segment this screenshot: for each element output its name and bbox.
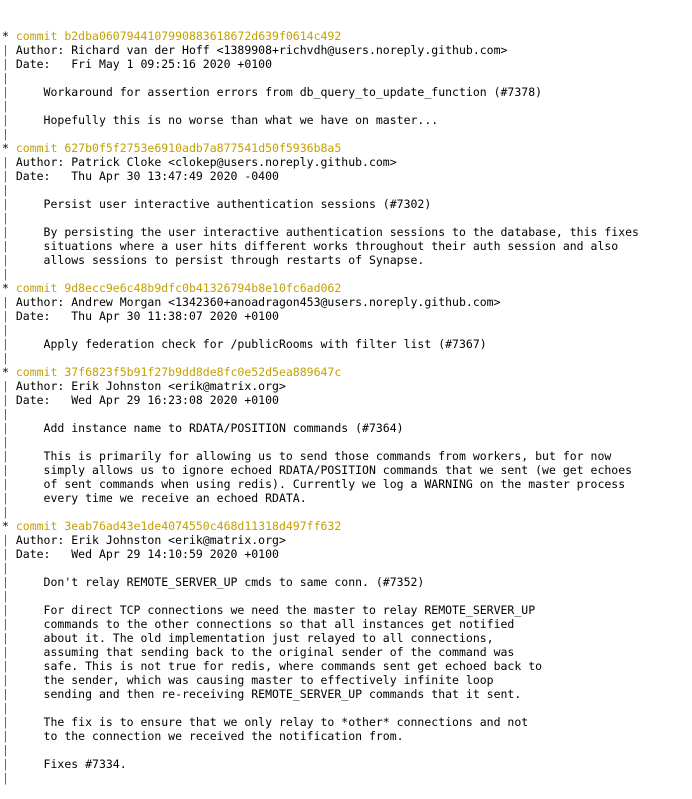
graph-pipe: | xyxy=(2,71,9,85)
graph-pipe: | xyxy=(2,337,9,351)
date-value: Fri May 1 09:25:16 2020 +0100 xyxy=(71,57,273,71)
date-label: Date: xyxy=(8,547,72,561)
graph-pipe: | xyxy=(2,589,9,603)
graph-pipe: | xyxy=(2,575,9,589)
graph-spacer-line xyxy=(2,589,692,603)
commit-hash-line xyxy=(2,365,692,379)
message-text: Persist user interactive authentication sessions (#7302) xyxy=(8,197,432,211)
graph-spacer-line xyxy=(2,351,692,365)
message-line xyxy=(2,449,692,463)
git-log-output xyxy=(2,29,692,785)
commit-label: commit xyxy=(8,365,65,379)
message-line xyxy=(2,645,692,659)
graph-pipe: | xyxy=(2,617,9,631)
date-value: Thu Apr 30 13:47:49 2020 -0400 xyxy=(71,169,279,183)
graph-pipe: | xyxy=(2,645,9,659)
author-value: Richard van der Hoff <1389908+richvdh@users.noreply.github.com> xyxy=(71,43,508,57)
graph-pipe: | xyxy=(2,127,9,141)
message-text: every time we receive an echoed RDATA. xyxy=(8,491,307,505)
graph-pipe: | xyxy=(2,225,9,239)
graph-pipe: | xyxy=(2,113,9,127)
commit-hash: 37f6823f5b91f27b9dd8de8fc0e52d5ea889647c xyxy=(64,365,342,379)
graph-spacer-line xyxy=(2,743,692,757)
commit-hash: b2dba0607944107990883618672d639f0614c492 xyxy=(64,29,342,43)
date-line xyxy=(2,547,692,561)
date-label: Date: xyxy=(8,393,72,407)
message-line xyxy=(2,421,692,435)
author-line xyxy=(2,155,692,169)
message-text: allows sessions to persist through restarts of Synapse. xyxy=(8,253,425,267)
graph-pipe: | xyxy=(2,239,9,253)
date-line xyxy=(2,57,692,71)
message-text: simply allows us to ignore echoed RDATA/POSITION commands that we sent (we get echoes xyxy=(8,463,633,477)
graph-spacer-line xyxy=(2,267,692,281)
graph-pipe: | xyxy=(2,267,9,281)
graph-pipe: | xyxy=(2,631,9,645)
graph-spacer-line xyxy=(2,211,692,225)
graph-pipe: | xyxy=(2,421,9,435)
message-line xyxy=(2,239,692,253)
graph-pipe: | xyxy=(2,477,9,491)
date-value: Thu Apr 30 11:38:07 2020 +0100 xyxy=(71,309,279,323)
date-label: Date: xyxy=(8,309,72,323)
author-line xyxy=(2,43,692,57)
date-label: Date: xyxy=(8,169,72,183)
graph-node: * xyxy=(2,29,9,43)
message-line xyxy=(2,225,692,239)
message-line xyxy=(2,491,692,505)
message-text: Add instance name to RDATA/POSITION commands (#7364) xyxy=(8,421,404,435)
graph-spacer-line xyxy=(2,771,692,785)
message-text: For direct TCP connections we need the master to relay REMOTE_SERVER_UP xyxy=(8,603,536,617)
message-line xyxy=(2,197,692,211)
author-label: Author: xyxy=(8,533,72,547)
graph-pipe: | xyxy=(2,211,9,225)
message-text: The fix is to ensure that we only relay to *other* connections and not xyxy=(8,715,529,729)
message-line xyxy=(2,673,692,687)
author-value: Erik Johnston <erik@matrix.org> xyxy=(71,533,286,547)
commit-label: commit xyxy=(8,281,65,295)
date-value: Wed Apr 29 14:10:59 2020 +0100 xyxy=(71,547,279,561)
message-text: Workaround for assertion errors from db_query_to_update_function (#7378) xyxy=(8,85,543,99)
date-label: Date: xyxy=(8,57,72,71)
graph-pipe: | xyxy=(2,85,9,99)
message-text: commands to the other connections so that all instances get notified xyxy=(8,617,515,631)
graph-spacer-line xyxy=(2,71,692,85)
graph-pipe: | xyxy=(2,309,9,323)
graph-pipe: | xyxy=(2,379,9,393)
graph-node: * xyxy=(2,519,9,533)
graph-pipe: | xyxy=(2,547,9,561)
graph-node: * xyxy=(2,141,9,155)
graph-pipe: | xyxy=(2,323,9,337)
message-line xyxy=(2,603,692,617)
message-line xyxy=(2,337,692,351)
date-line xyxy=(2,393,692,407)
graph-pipe: | xyxy=(2,715,9,729)
author-value: Erik Johnston <erik@matrix.org> xyxy=(71,379,286,393)
graph-pipe: | xyxy=(2,659,9,673)
message-line xyxy=(2,687,692,701)
message-line xyxy=(2,575,692,589)
graph-pipe: | xyxy=(2,43,9,57)
graph-pipe: | xyxy=(2,757,9,771)
message-line xyxy=(2,477,692,491)
author-value: Patrick Cloke <clokep@users.noreply.github.com> xyxy=(71,155,397,169)
author-line xyxy=(2,533,692,547)
message-text: the sender, which was causing master to effectively infinite loop xyxy=(8,673,494,687)
graph-pipe: | xyxy=(2,603,9,617)
message-text: to the connection we received the notification from. xyxy=(8,729,404,743)
graph-pipe: | xyxy=(2,743,9,757)
author-label: Author: xyxy=(8,43,72,57)
graph-pipe: | xyxy=(2,155,9,169)
graph-pipe: | xyxy=(2,99,9,113)
message-line xyxy=(2,253,692,267)
graph-pipe: | xyxy=(2,449,9,463)
graph-pipe: | xyxy=(2,533,9,547)
message-text: of sent commands when using redis). Currently we log a WARNING on the master process xyxy=(8,477,626,491)
graph-spacer-line xyxy=(2,127,692,141)
graph-spacer-line xyxy=(2,99,692,113)
commit-hash: 3eab76ad43e1de4074550c468d11318d497ff632 xyxy=(64,519,342,533)
commit-hash-line xyxy=(2,519,692,533)
graph-pipe: | xyxy=(2,57,9,71)
message-line xyxy=(2,617,692,631)
graph-pipe: | xyxy=(2,561,9,575)
graph-node: * xyxy=(2,365,9,379)
graph-pipe: | xyxy=(2,435,9,449)
graph-pipe: | xyxy=(2,491,9,505)
message-text: Hopefully this is no worse than what we have on master... xyxy=(8,113,439,127)
graph-node: * xyxy=(2,281,9,295)
message-line xyxy=(2,729,692,743)
graph-pipe: | xyxy=(2,183,9,197)
message-line xyxy=(2,757,692,771)
graph-pipe: | xyxy=(2,407,9,421)
date-value: Wed Apr 29 16:23:08 2020 +0100 xyxy=(71,393,279,407)
author-label: Author: xyxy=(8,295,72,309)
commit-label: commit xyxy=(8,519,65,533)
graph-pipe: | xyxy=(2,687,9,701)
message-line xyxy=(2,113,692,127)
message-text: By persisting the user interactive authentication sessions to the database, this fixes xyxy=(8,225,639,239)
graph-pipe: | xyxy=(2,351,9,365)
message-text: Fixes #7334. xyxy=(8,757,127,771)
message-text: Apply federation check for /publicRooms with filter list (#7367) xyxy=(8,337,487,351)
graph-pipe: | xyxy=(2,673,9,687)
message-line xyxy=(2,85,692,99)
graph-spacer-line xyxy=(2,323,692,337)
graph-pipe: | xyxy=(2,701,9,715)
message-line xyxy=(2,715,692,729)
author-value: Andrew Morgan <1342360+anoadragon453@users.noreply.github.com> xyxy=(71,295,501,309)
author-line xyxy=(2,295,692,309)
graph-spacer-line xyxy=(2,435,692,449)
commit-label: commit xyxy=(8,141,65,155)
graph-pipe: | xyxy=(2,393,9,407)
graph-pipe: | xyxy=(2,463,9,477)
graph-spacer-line xyxy=(2,561,692,575)
message-text: This is primarily for allowing us to send those commands from workers, but for now xyxy=(8,449,612,463)
graph-spacer-line xyxy=(2,701,692,715)
graph-spacer-line xyxy=(2,183,692,197)
graph-pipe: | xyxy=(2,295,9,309)
graph-spacer-line xyxy=(2,407,692,421)
graph-pipe: | xyxy=(2,169,9,183)
commit-hash: 627b0f5f2753e6910adb7a877541d50f5936b8a5 xyxy=(64,141,342,155)
commit-label: commit xyxy=(8,29,65,43)
graph-pipe: | xyxy=(2,771,9,785)
message-line xyxy=(2,463,692,477)
commit-hash-line xyxy=(2,141,692,155)
date-line xyxy=(2,309,692,323)
graph-pipe: | xyxy=(2,197,9,211)
message-text: Don't relay REMOTE_SERVER_UP cmds to same conn. (#7352) xyxy=(8,575,425,589)
commit-hash-line xyxy=(2,281,692,295)
message-text: about it. The old implementation just relayed to all connections, xyxy=(8,631,494,645)
graph-pipe: | xyxy=(2,729,9,743)
commit-hash-line xyxy=(2,29,692,43)
graph-pipe: | xyxy=(2,253,9,267)
graph-spacer-line xyxy=(2,505,692,519)
commit-hash: 9d8ecc9e6c48b9dfc0b41326794b8e10fc6ad062 xyxy=(64,281,342,295)
message-text: sending and then re-receiving REMOTE_SERVER_UP commands that it sent. xyxy=(8,687,522,701)
message-line xyxy=(2,631,692,645)
message-text: assuming that sending back to the original sender of the command was xyxy=(8,645,515,659)
graph-pipe: | xyxy=(2,505,9,519)
author-label: Author: xyxy=(8,155,72,169)
date-line xyxy=(2,169,692,183)
author-label: Author: xyxy=(8,379,72,393)
author-line xyxy=(2,379,692,393)
message-text: situations where a user hits different works throughout their auth session and also xyxy=(8,239,619,253)
message-text: safe. This is not true for redis, where commands sent get echoed back to xyxy=(8,659,543,673)
message-line xyxy=(2,659,692,673)
